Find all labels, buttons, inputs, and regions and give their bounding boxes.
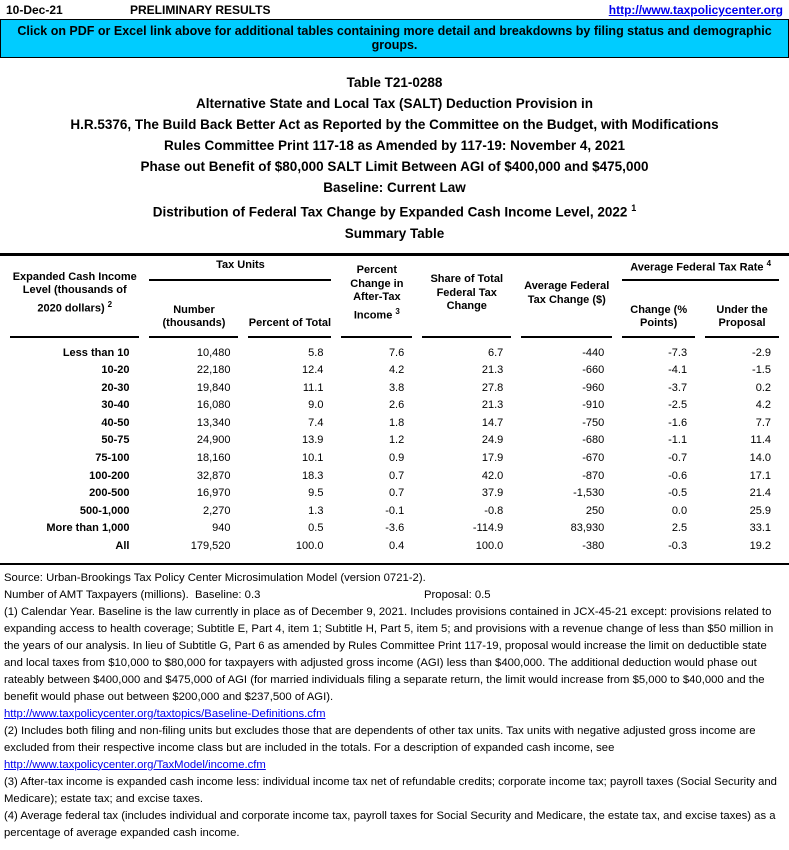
- cell: 0.0: [671, 504, 688, 517]
- cell: -0.6: [668, 469, 688, 482]
- row-label: 30-40: [101, 399, 130, 412]
- cell: -3.7: [668, 381, 688, 394]
- cell: -680: [582, 434, 605, 447]
- col-header-share-total-change: Share of Total Federal Tax Change: [422, 256, 511, 338]
- footnote-ref-4: 4: [766, 258, 772, 268]
- cell: 11.1: [302, 381, 324, 394]
- col-header-income-level: Expanded Cash Income Level (thousands of 2020 dollars) $^2$: [10, 256, 139, 338]
- table-row: [10, 415, 779, 433]
- cell: 6.7: [487, 346, 504, 359]
- cell: 4.2: [755, 399, 771, 412]
- col-header-number-thousands: Number (thousands): [149, 281, 238, 338]
- table-row: [10, 338, 779, 363]
- cell: 100.0: [295, 540, 324, 553]
- row-label: 20-30: [101, 381, 130, 394]
- cell: 0.4: [388, 540, 405, 553]
- info-banner: Click on PDF or Excel link above for additional tables containing more detail and breakdowns by filing status and demographic groups.: [0, 19, 789, 58]
- cell: 5.8: [308, 346, 324, 359]
- cell: 250: [585, 504, 605, 517]
- cell: 22,180: [196, 364, 231, 377]
- cell: -4.1: [668, 364, 688, 377]
- cell: 33.1: [749, 522, 771, 535]
- cell: 10,480: [196, 346, 231, 359]
- cell: -750: [582, 416, 605, 429]
- footnote-3: (3) After-tax income is expanded cash income less: individual income tax net of refundable credits; corporate income tax; payroll taxes (Social Security and Medicare); estate tax; and excise taxes.: [4, 775, 777, 805]
- table-row: [10, 450, 779, 468]
- footnote-ref-3: 3: [395, 306, 400, 316]
- cell: 1.3: [308, 504, 324, 517]
- table-row: [10, 362, 779, 380]
- table-row: [10, 468, 779, 486]
- distribution-table: [0, 256, 789, 556]
- cell: -2.9: [752, 346, 771, 359]
- title-line-provision: Alternative State and Local Tax (SALT) Deduction Provision in: [195, 96, 594, 111]
- cell: -380: [582, 540, 605, 553]
- cell: 83,930: [570, 522, 605, 535]
- table-row: [10, 432, 779, 450]
- row-label: 200-500: [89, 487, 130, 500]
- cell: 3.8: [388, 381, 405, 394]
- table-number-title: Table T21-0288: [346, 75, 443, 90]
- table-row: [10, 503, 779, 521]
- amt-taxpayers-line: [4, 587, 781, 604]
- page-header: [0, 0, 789, 19]
- cell: 18.3: [302, 469, 324, 482]
- cell: 27.8: [481, 381, 504, 394]
- title-line-bill: H.R.5376, The Build Back Better Act as Reported by the Committee on the Budget, with Modifications: [70, 117, 719, 132]
- cell: 19,840: [196, 381, 231, 394]
- cell: 42.0: [481, 469, 504, 482]
- cell: -3.6: [385, 522, 405, 535]
- cell: 21.4: [749, 487, 771, 500]
- cell: -0.7: [668, 452, 688, 465]
- cell: 37.9: [481, 487, 504, 500]
- row-label: 100-200: [89, 469, 130, 482]
- cell: -910: [582, 399, 605, 412]
- cell: 0.5: [308, 522, 324, 535]
- amt-baseline-value: Number of AMT Taxpayers (millions). Baseline: 0.3: [4, 588, 261, 601]
- row-label: 10-20: [101, 364, 130, 377]
- row-label: All: [115, 540, 130, 553]
- cell: 1.8: [388, 416, 405, 429]
- baseline-definitions-link[interactable]: http://www.taxpolicycenter.org/taxtopics/Baseline-Definitions.cfm: [4, 707, 326, 720]
- cell: 32,870: [196, 469, 231, 482]
- title-line-distribution: Distribution of Federal Tax Change by Expanded Cash Income Level, 2022 $^1$: [152, 203, 637, 220]
- title-line-rules-print: Rules Committee Print 117-18 as Amended by 117-19: November 4, 2021: [164, 138, 625, 153]
- cell: -660: [582, 364, 605, 377]
- table-row: [10, 397, 779, 415]
- row-label: More than 1,000: [46, 522, 130, 535]
- cell: 2,270: [202, 504, 231, 517]
- cell: -1.1: [668, 434, 688, 447]
- footnote-4: (4) Average federal tax (includes individual and corporate income tax, payroll taxes for Social Security and Medicare, the estate tax, and excise taxes) as a percentage of average expanded cash income.: [4, 809, 776, 839]
- cell: 17.9: [481, 452, 504, 465]
- cell: 0.7: [388, 487, 405, 500]
- cell: 21.3: [481, 364, 504, 377]
- cell: -960: [582, 381, 605, 394]
- cell: 9.5: [308, 487, 324, 500]
- col-header-avg-federal-tax-change: Average Federal Tax Change ($): [521, 256, 612, 338]
- cell: -2.5: [668, 399, 688, 412]
- row-label: Less than 10: [62, 346, 130, 359]
- footnote-ref-2: 2: [107, 299, 113, 309]
- cell: 13,340: [196, 416, 231, 429]
- cell: 19.2: [749, 540, 771, 553]
- row-label: 75-100: [95, 452, 130, 465]
- cell: 14.0: [749, 452, 771, 465]
- cell: -0.8: [484, 504, 504, 517]
- source-line: Source: Urban-Brookings Tax Policy Center Microsimulation Model (version 0721-2).: [4, 571, 426, 584]
- cell: 24,900: [196, 434, 231, 447]
- table-body: [10, 338, 779, 556]
- footnote-2: (2) Includes both filing and non-filing units but excludes those that are dependents of other tax units. Tax units with negative adjusted gross income are excluded from their respective income class but are included in the totals. For a description of expanded cash income, see: [4, 724, 756, 754]
- cell: 179,520: [190, 540, 231, 553]
- cell: -870: [582, 469, 605, 482]
- title-block: [0, 72, 789, 244]
- cell: 10.1: [302, 452, 324, 465]
- report-date: 10-Dec-21: [6, 3, 63, 17]
- cell: -440: [582, 346, 605, 359]
- cell: -0.1: [385, 504, 405, 517]
- cell: 14.7: [481, 416, 504, 429]
- cell: 25.9: [749, 504, 771, 517]
- cell: 7.4: [308, 416, 324, 429]
- taxpolicycenter-link[interactable]: http://www.taxpolicycenter.org: [608, 3, 783, 17]
- cell: -7.3: [668, 346, 688, 359]
- cell: 2.6: [388, 399, 405, 412]
- cell: 17.1: [749, 469, 771, 482]
- cell: 940: [212, 522, 231, 535]
- table-row: [10, 380, 779, 398]
- cell: 0.2: [755, 381, 771, 394]
- table-row: [10, 538, 779, 556]
- cell: 16,970: [196, 487, 231, 500]
- cell: 4.2: [388, 364, 405, 377]
- title-line-phaseout: Phase out Benefit of $80,000 SALT Limit Between AGI of $400,000 and $475,000: [140, 159, 649, 174]
- preliminary-results-label: PRELIMINARY RESULTS: [130, 3, 271, 17]
- cell: 1.2: [388, 434, 405, 447]
- table-header: [10, 256, 779, 338]
- row-label: 50-75: [101, 434, 130, 447]
- income-definition-link[interactable]: http://www.taxpolicycenter.org/TaxModel/income.cfm: [4, 758, 266, 771]
- cell: 7.6: [388, 346, 405, 359]
- col-group-avg-federal-tax-rate: Average Federal Tax Rate $^4$: [622, 256, 779, 281]
- cell: 18,160: [196, 452, 231, 465]
- cell: -0.3: [668, 540, 688, 553]
- table-row: [10, 520, 779, 538]
- cell: 0.9: [388, 452, 405, 465]
- title-line-summary: Summary Table: [344, 225, 445, 241]
- footnote-1: (1) Calendar Year. Baseline is the law currently in place as of December 9, 2021. Includes provisions contained in JCX-45-21 except: provisions related to expanding access to health coverage; Subtitle E, Part 4, item 1; Subtitle H, Part 5, item 5; and provisions with a revenue change of less than $50 million in the years of our analysis. In lieu of Subtitle G, Part 6 as amended by Rules Committee Print 117-19, proposal would increase the limit on deductible state and local taxes from $10,000 to $80,000 for taxpayers with adjusted gross income (AGI) less than $400,000. The additional deduction would phase out rateably between $400,000 and $475,000 of AGI (for married individuals filing a separate return, the limit would increase from $5,000 to $40,000 and the benefit would phase out between $200,000 and $237,500 of AGI).: [4, 605, 774, 703]
- col-group-tax-units: Tax Units: [149, 256, 331, 281]
- col-header-pct-change-after-tax-income: Percent Change in After-Tax Income $^3$: [341, 256, 412, 338]
- cell: -1.6: [668, 416, 688, 429]
- cell: 13.9: [302, 434, 324, 447]
- cell: -1,530: [573, 487, 605, 500]
- cell: 24.9: [481, 434, 504, 447]
- col-header-rate-change-points: Change (% Points): [622, 281, 695, 338]
- cell: 16,080: [196, 399, 231, 412]
- row-label: 40-50: [101, 416, 130, 429]
- cell: 11.4: [750, 434, 771, 447]
- cell: 7.7: [755, 416, 771, 429]
- notes-section: [0, 565, 789, 842]
- cell: -0.5: [668, 487, 688, 500]
- col-header-under-the-proposal: Under the Proposal: [705, 281, 779, 338]
- footnote-ref-1: 1: [631, 203, 637, 213]
- cell: 100.0: [475, 540, 504, 553]
- cell: -114.9: [472, 522, 504, 535]
- cell: 12.4: [302, 364, 324, 377]
- amt-proposal-value: Proposal: 0.5: [424, 588, 491, 601]
- col-header-percent-of-total: Percent of Total: [248, 281, 331, 338]
- table-row: [10, 485, 779, 503]
- row-label: 500-1,000: [79, 504, 130, 517]
- cell: 9.0: [308, 399, 324, 412]
- title-line-baseline: Baseline: Current Law: [323, 180, 466, 195]
- cell: -1.5: [752, 364, 771, 377]
- cell: 21.3: [481, 399, 504, 412]
- cell: 2.5: [671, 522, 688, 535]
- cell: 0.7: [388, 469, 405, 482]
- cell: -670: [582, 452, 605, 465]
